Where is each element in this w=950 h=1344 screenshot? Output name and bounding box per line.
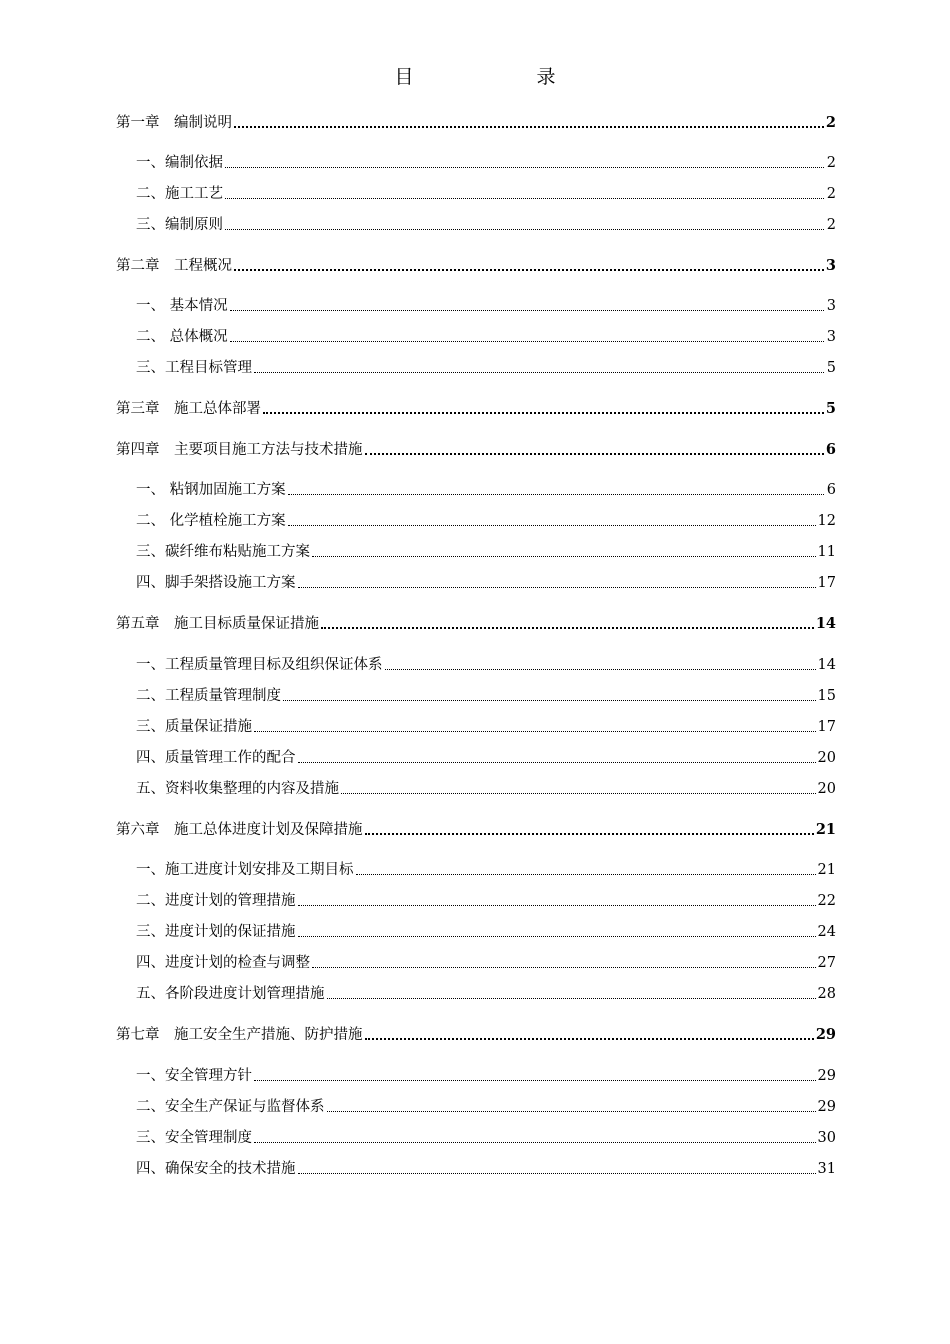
dot-leader [225, 166, 824, 168]
toc-entry-page-number: 28 [817, 986, 836, 1002]
toc-chapter-entry [116, 399, 836, 419]
dot-leader [327, 997, 816, 999]
toc-entry-page-number: 2 [826, 155, 836, 171]
toc-entry-label: 一、施工进度计划安排及工期目标 [136, 862, 354, 878]
dot-leader [312, 555, 816, 557]
toc-section-entry [116, 542, 836, 562]
toc-entry-page-number: 29 [817, 1068, 836, 1084]
toc-entry-label: 一、工程质量管理目标及组织保证体系 [136, 657, 383, 673]
toc-chapter-entry [116, 614, 836, 634]
dot-leader [365, 452, 824, 455]
dot-leader [365, 832, 814, 835]
toc-section-entry [116, 296, 836, 316]
dot-leader [254, 730, 816, 732]
toc-entry-page-number: 14 [817, 657, 836, 673]
toc-entry-label: 第六章 施工总体进度计划及保障措施 [116, 822, 363, 838]
dot-leader [327, 1110, 816, 1112]
toc-section-entry [116, 480, 836, 500]
toc-entry-label: 第四章 主要项目施工方法与技术措施 [116, 442, 363, 458]
toc-entry-label: 三、工程目标管理 [136, 360, 252, 376]
dot-leader [263, 411, 824, 414]
dot-leader [385, 668, 816, 670]
toc-entry-label: 二、进度计划的管理措施 [136, 893, 296, 909]
toc-entry-label: 三、编制原则 [136, 217, 223, 233]
toc-entry-page-number: 20 [817, 781, 836, 797]
toc-entry-page-number: 29 [817, 1099, 836, 1115]
toc-section-entry [116, 984, 836, 1004]
toc-entry-page-number: 20 [817, 750, 836, 766]
toc-entry-page-number: 6 [825, 441, 836, 458]
toc-section-entry [116, 1097, 836, 1117]
table-of-contents [116, 0, 836, 1344]
toc-section-entry [116, 717, 836, 737]
toc-section-entry [116, 860, 836, 880]
dot-leader [298, 1172, 816, 1174]
toc-entry-page-number: 30 [817, 1130, 836, 1146]
toc-entry-page-number: 2 [825, 114, 836, 131]
toc-entry-label: 四、确保安全的技术措施 [136, 1161, 296, 1177]
dot-leader [283, 699, 816, 701]
dot-leader [234, 125, 824, 128]
toc-section-entry [116, 953, 836, 973]
toc-entry-label: 四、进度计划的检查与调整 [136, 955, 310, 971]
dot-leader [365, 1037, 814, 1040]
dot-leader [321, 626, 814, 629]
dot-leader [225, 197, 824, 199]
toc-entry-page-number: 3 [825, 257, 836, 274]
toc-entry-page-number: 5 [825, 400, 836, 417]
toc-entry-label: 四、脚手架搭设施工方案 [136, 575, 296, 591]
dot-leader [230, 309, 824, 311]
toc-entry-page-number: 17 [817, 719, 836, 735]
toc-entry-label: 三、质量保证措施 [136, 719, 252, 735]
toc-entry-label: 二、施工工艺 [136, 186, 223, 202]
toc-entry-label: 二、工程质量管理制度 [136, 688, 281, 704]
dot-leader [298, 935, 816, 937]
toc-chapter-entry [116, 256, 836, 276]
toc-section-entry [116, 153, 836, 173]
toc-entry-page-number: 21 [815, 821, 836, 838]
toc-entry-label: 一、 基本情况 [136, 298, 228, 314]
toc-section-entry [116, 573, 836, 593]
toc-section-entry [116, 1066, 836, 1086]
toc-chapter-entry [116, 1025, 836, 1045]
toc-chapter-entry [116, 440, 836, 460]
toc-entry-page-number: 12 [817, 513, 836, 529]
toc-entry-page-number: 11 [817, 544, 836, 560]
toc-entry-label: 二、 总体概况 [136, 329, 228, 345]
toc-section-entry [116, 922, 836, 942]
toc-entry-label: 一、安全管理方针 [136, 1068, 252, 1084]
toc-entry-page-number: 15 [817, 688, 836, 704]
toc-section-entry [116, 779, 836, 799]
dot-leader [230, 340, 824, 342]
toc-entry-page-number: 21 [817, 862, 836, 878]
dot-leader [298, 586, 816, 588]
toc-entry-label: 一、 粘钢加固施工方案 [136, 482, 286, 498]
toc-entry-label: 五、资料收集整理的内容及措施 [136, 781, 339, 797]
toc-section-entry [116, 686, 836, 706]
toc-entry-page-number: 22 [817, 893, 836, 909]
toc-entry-label: 五、各阶段进度计划管理措施 [136, 986, 325, 1002]
dot-leader [341, 792, 816, 794]
toc-entry-page-number: 2 [826, 186, 836, 202]
toc-entry-label: 三、进度计划的保证措施 [136, 924, 296, 940]
dot-leader [254, 371, 824, 373]
toc-section-entry [116, 748, 836, 768]
toc-section-entry [116, 184, 836, 204]
toc-entry-page-number: 2 [826, 217, 836, 233]
toc-entry-label: 四、质量管理工作的配合 [136, 750, 296, 766]
toc-entry-label: 第三章 施工总体部署 [116, 401, 261, 417]
dot-leader [288, 524, 816, 526]
toc-entry-label: 第七章 施工安全生产措施、防护措施 [116, 1027, 363, 1043]
toc-entry-label: 二、 化学植栓施工方案 [136, 513, 286, 529]
toc-entry-label: 二、安全生产保证与监督体系 [136, 1099, 325, 1115]
toc-entry-page-number: 29 [815, 1026, 836, 1043]
toc-entry-label: 三、安全管理制度 [136, 1130, 252, 1146]
dot-leader [298, 904, 816, 906]
toc-entry-label: 第一章 编制说明 [116, 115, 232, 131]
toc-entry-label: 一、编制依据 [136, 155, 223, 171]
toc-entry-page-number: 17 [817, 575, 836, 591]
toc-section-entry [116, 327, 836, 347]
dot-leader [254, 1079, 816, 1081]
toc-section-entry [116, 358, 836, 378]
toc-entry-page-number: 24 [817, 924, 836, 940]
toc-section-entry [116, 511, 836, 531]
toc-entry-page-number: 3 [826, 298, 836, 314]
toc-section-entry [116, 1128, 836, 1148]
toc-entry-label: 三、碳纤维布粘贴施工方案 [136, 544, 310, 560]
toc-chapter-entry [116, 113, 836, 133]
toc-title: 目 录 [394, 66, 608, 88]
toc-entry-label: 第二章 工程概况 [116, 258, 232, 274]
toc-section-entry [116, 215, 836, 235]
toc-entry-page-number: 6 [826, 482, 836, 498]
toc-section-entry [116, 1159, 836, 1179]
dot-leader [288, 493, 824, 495]
toc-entry-page-number: 27 [817, 955, 836, 971]
dot-leader [225, 228, 824, 230]
dot-leader [312, 966, 816, 968]
toc-entry-label: 第五章 施工目标质量保证措施 [116, 616, 319, 632]
dot-leader [254, 1141, 816, 1143]
toc-section-entry [116, 891, 836, 911]
dot-leader [234, 268, 824, 271]
dot-leader [298, 761, 816, 763]
toc-entry-page-number: 3 [826, 329, 836, 345]
toc-section-entry [116, 655, 836, 675]
toc-entry-page-number: 14 [815, 615, 836, 632]
dot-leader [356, 873, 816, 875]
toc-entry-page-number: 5 [826, 360, 836, 376]
toc-entry-page-number: 31 [817, 1161, 836, 1177]
toc-chapter-entry [116, 820, 836, 840]
